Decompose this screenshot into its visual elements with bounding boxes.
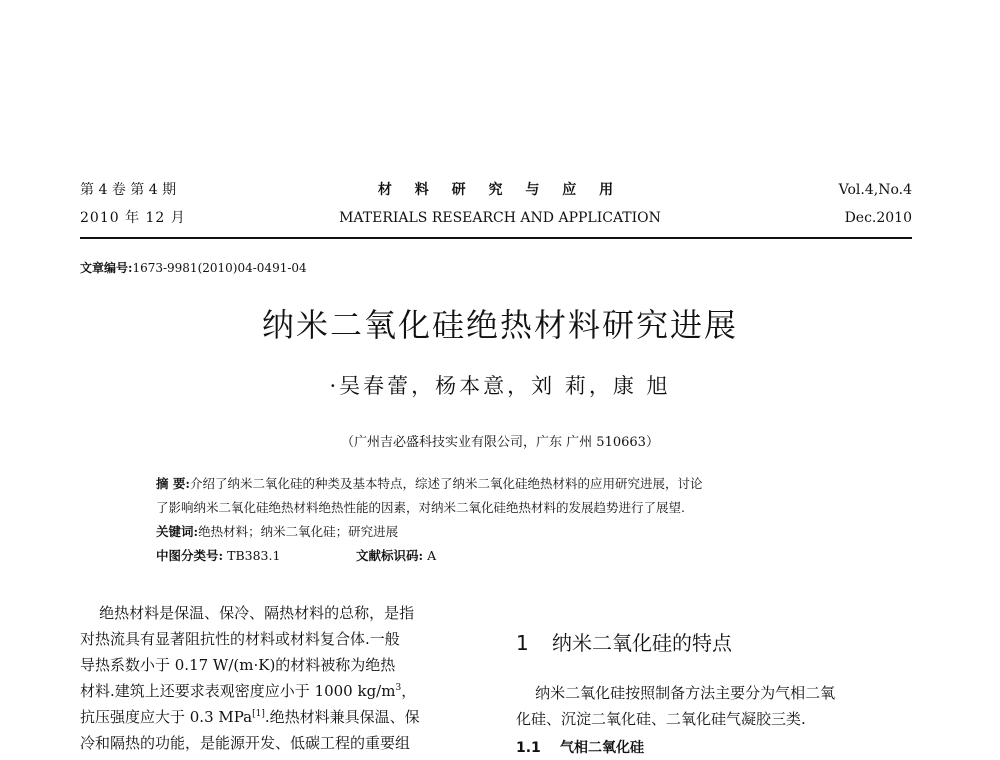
body-line: 纳米二氧化硅按照制备方法主要分为气相二氧 [516, 684, 836, 702]
volume-en: Vol.4,No.4 [838, 182, 912, 198]
journal-name-cn: 材 料 研 究 与 应 用 [377, 182, 623, 198]
abstract-line-1 [156, 472, 846, 496]
subsection-number: 1.1 [516, 740, 541, 756]
volume-issue: 第 4 卷 第 4 期 [80, 182, 177, 198]
abstract-line-2: 了影响纳米二氧化硅绝热材料绝热性能的因素，对纳米二氧化硅绝热材料的发展趋势进行了展望. [156, 500, 685, 515]
article-number-label: 文章编号: [80, 261, 133, 275]
section-title: 纳米二氧化硅的特点 [552, 631, 732, 655]
article-number [80, 259, 307, 276]
body-line: 绝热材料是保温、保冷、隔热材料的总称，是指 [80, 604, 415, 622]
authors: ·吴春蕾，杨本意，刘 莉，康 旭 [329, 374, 671, 398]
body-line: 化硅、沉淀二氧化硅、二氧化硅气凝胶三类. [516, 710, 806, 728]
abstract-block [156, 472, 846, 568]
subsection-heading-1-1 [516, 737, 644, 757]
abstract-label: 摘 要: [156, 476, 190, 491]
affiliation: （广州吉必盛科技实业有限公司，广东 广州 510663） [341, 435, 659, 450]
body-line: 导热系数小于 0.17 W/(m·K)的材料被称为绝热 [80, 656, 396, 674]
paper-title: 纳米二氧化硅绝热材料研究进展 [261, 306, 738, 344]
body-right-column [516, 680, 916, 732]
citation-ref: [1] [252, 709, 265, 719]
abstract-text-1: 介绍了纳米二氧化硅的种类及基本特点，综述了纳米二氧化硅绝热材料的应用研究进展，讨论 [189, 476, 703, 491]
header-rule [80, 237, 912, 239]
journal-name-en: MATERIALS RESEARCH AND APPLICATION [339, 210, 661, 226]
header-right [839, 181, 912, 227]
article-number-value: 1673-9981(2010)04-0491-04 [132, 261, 307, 275]
clc-label: 中图分类号: [156, 548, 224, 563]
superscript: 3 [395, 683, 402, 693]
body-left-column [80, 600, 480, 756]
section-number: 1 [516, 631, 529, 655]
date-cn: 2010 年 12 月 [80, 210, 186, 226]
body-line: 抗压强度应大于 0.3 MPa[1].绝热材料兼具保温、保 [80, 708, 420, 726]
keywords-label: 关键词: [156, 524, 199, 539]
classification [156, 544, 846, 568]
clc-value: TB383.1 [227, 548, 281, 563]
doc-code-label: 文献标识码: [356, 548, 424, 563]
doc-code-value: A [427, 548, 437, 563]
subsection-title: 气相二氧化硅 [560, 740, 644, 756]
date-en: Dec.2010 [844, 210, 912, 226]
section-heading-1 [516, 627, 732, 656]
body-line: 材料.建筑上还要求表观密度应小于 1000 $kg/m^3$， [80, 682, 417, 700]
body-line: 冷和隔热的功能，是能源开发、低碳工程的重要组 [80, 734, 411, 752]
body-line: 对热流具有显著阻抗性的材料或材料复合体.一般 [80, 630, 400, 648]
keywords-value: 绝热材料；纳米二氧化硅；研究进展 [198, 524, 399, 539]
keywords [156, 520, 846, 544]
